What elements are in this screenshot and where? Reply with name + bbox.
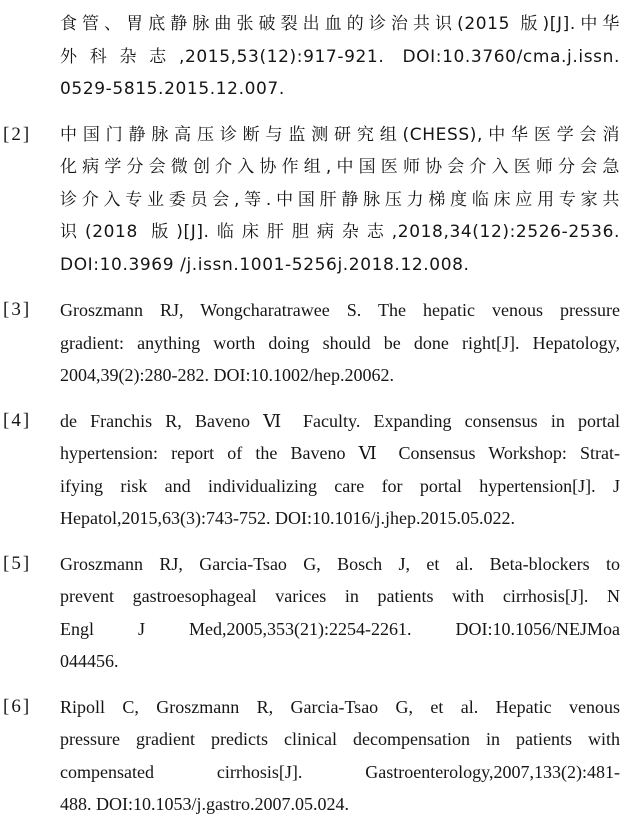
reference-text (60, 8, 620, 106)
reference-line: 化病学分会微创介入协作组,中国医师协会介入医师分会急 (60, 157, 620, 177)
reference-text (60, 405, 620, 535)
reference-line: 0529-5815.2015.12.007. (60, 79, 285, 99)
reference-line: Groszmann RJ, Wongcharatrawee S. The hepatic venous pressure (60, 300, 620, 320)
reference-line: 诊介入专业委员会,等.中国肝静脉压力梯度临床应用专家共 (60, 189, 620, 210)
reference-line: hypertension: report of the Baveno Ⅵ Consensus Workshop: Strat- (60, 443, 620, 463)
reference-line: gradient: anything worth doing should be done right[J]. Hepatology, (60, 332, 620, 353)
reference-line: 中国门静脉高压诊断与监测研究组(CHESS),中华医学会消 (60, 124, 620, 145)
reference-line: prevent gastroesophageal varices in patients with cirrhosis[J]. N (60, 586, 620, 606)
reference-item-5 (0, 548, 633, 678)
reference-number: [4] (3, 409, 32, 431)
reference-line: 044456. (60, 651, 119, 671)
reference-text (60, 119, 620, 282)
reference-line: Hepatol,2015,63(3):743-752. DOI:10.1016/j.jhep.2015.05.022. (60, 508, 515, 528)
reference-number: [6] (3, 695, 32, 717)
reference-line: Ripoll C, Groszmann R, Garcia-Tsao G, et al. Hepatic venous (60, 696, 620, 717)
reference-number: [5] (3, 552, 32, 574)
reference-line: 488. DOI:10.1053/j.gastro.2007.05.024. (60, 794, 349, 814)
reference-text (60, 294, 620, 392)
reference-line: pressure gradient predicts clinical decompensation in patients with (60, 729, 620, 749)
reference-line: 外科杂志,2015,53(12):917-921. DOI:10.3760/cma.j.issn. (60, 46, 620, 67)
reference-line: 2004,39(2):280-282. DOI:10.1002/hep.20062. (60, 365, 394, 385)
reference-item-4 (0, 405, 633, 535)
reference-number: [2] (3, 123, 32, 145)
reference-line: compensated cirrhosis[J]. Gastroenterology,2007,133(2):481- (60, 761, 620, 782)
reference-line: DOI:10.3969 /j.issn.1001-5256j.2018.12.008. (60, 254, 470, 275)
reference-text (60, 691, 620, 821)
reference-item-6 (0, 691, 633, 821)
reference-line: Engl J Med,2005,353(21):2254-2261. DOI:10.1056/NEJMoa (60, 618, 620, 639)
reference-item-3 (0, 294, 633, 392)
reference-line: 识(2018 版)[J].临床肝胆病杂志,2018,34(12):2526-2536. (60, 222, 620, 242)
reference-item-1-continued (0, 8, 633, 106)
reference-line: Groszmann RJ, Garcia-Tsao G, Bosch J, et al. Beta-blockers to (60, 553, 620, 574)
reference-number: [3] (3, 299, 32, 320)
reference-line: 食管、胃底静脉曲张破裂出血的诊治共识(2015 版)[J].中华 (60, 14, 620, 34)
reference-line: de Franchis R, Baveno Ⅵ Faculty. Expanding consensus in portal (60, 410, 620, 431)
reference-item-2 (0, 119, 633, 282)
reference-line: ifying risk and individualizing care for portal hypertension[J]. J (60, 475, 620, 496)
reference-text (60, 548, 620, 678)
